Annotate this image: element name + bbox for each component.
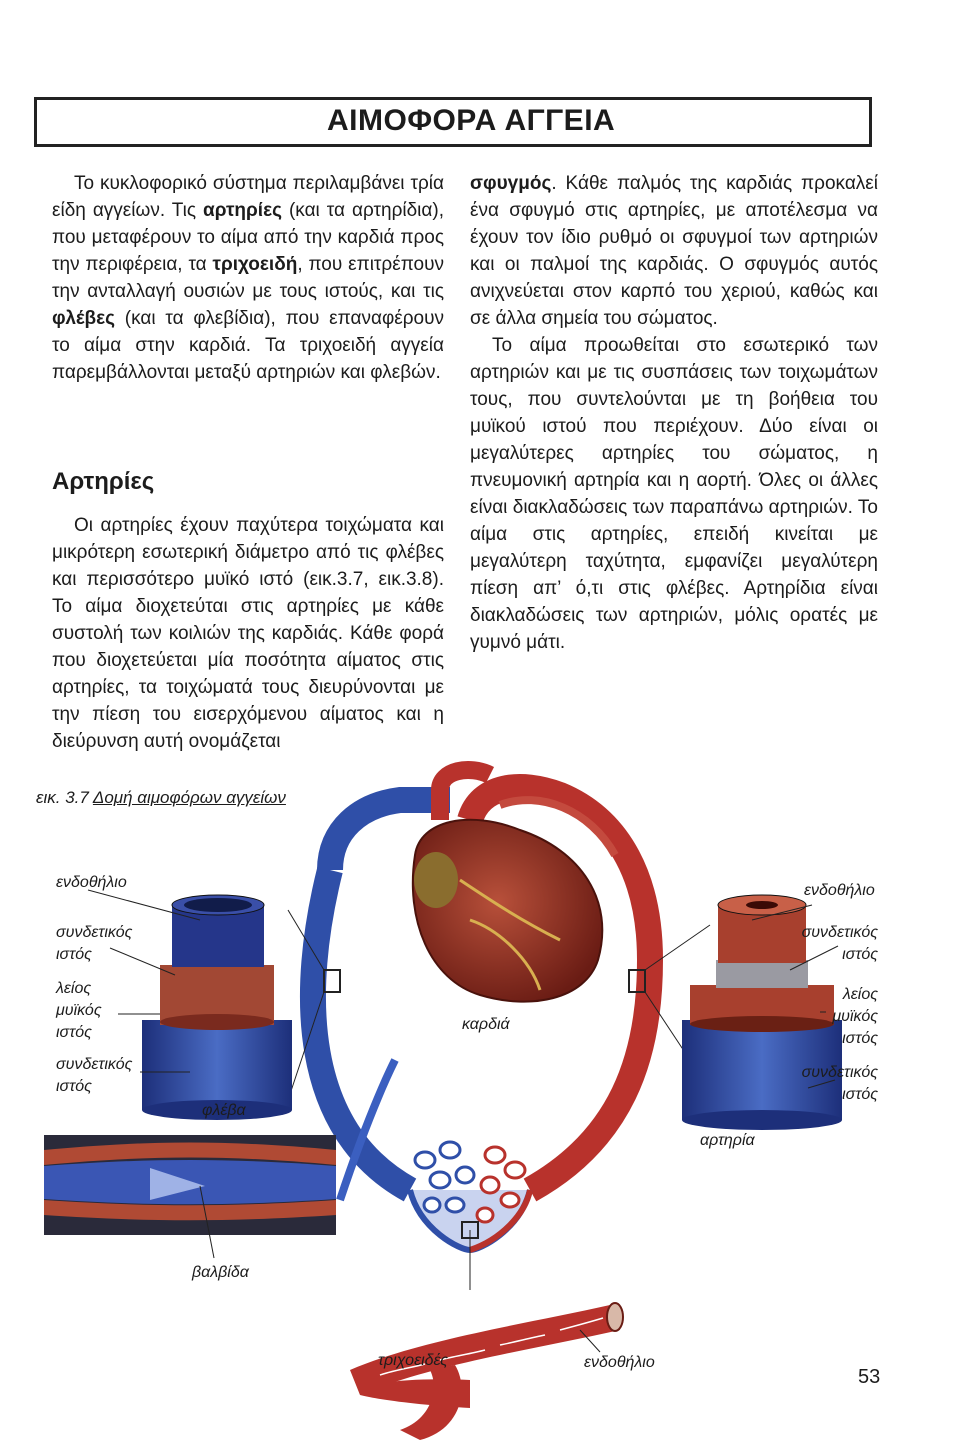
- label-capillary: τριχοειδές: [378, 1352, 448, 1369]
- intro-text-2: (και τα αρτηρίδια), που μεταφέρουν το αίμα από την καρδιά προς την περιφέρεια, τα: [52, 200, 444, 275]
- intro-text-3: , που επιτρέπουν την ανταλλαγή ουσιών με τους ιστούς, και τις: [52, 254, 444, 302]
- label-vein: φλέβα: [202, 1102, 246, 1119]
- arteries-text-1: Οι αρτηρίες έχουν παχύτερα τοιχώματα και μικρότερη εσωτερική διάμετρο από τις φλέβες και περισσότερο μυϊκό ιστό (εικ.3.7, εικ.3.8). Το αίμα διοχετεύται στις αρτηρίες με κάθε συστολή των κοιλιών της καρδιάς. Κάθε φορά που διοχετεύεται μία ποσότητα αίματος στις αρτηρίες, τα τοιχώματά τους διευρύνονται με την πίεση του εισερχόμενου αίματος και η διεύρυνση αυτή ονομάζεται: [52, 515, 444, 752]
- vein-cross-section: [142, 895, 292, 1120]
- label-artery: αρτηρία: [700, 1132, 755, 1149]
- intro-text-4: (και τα φλεβίδια), που επαναφέρουν το αίμα στην καρδιά. Τα τριχοειδή αγγεία παρεμβάλλονται μεταξύ αρτηριών και φλεβών.: [52, 308, 444, 383]
- label-vein-endothelium: ενδοθήλιο: [56, 874, 127, 891]
- page-number: 53: [858, 1366, 881, 1388]
- intro-text-1: Το κυκλοφορικό σύστημα περιλαμβάνει τρία είδη αγγείων. Τις: [52, 173, 444, 221]
- section-heading: Αρτηρίες: [52, 468, 155, 495]
- label-artery-smooth-muscle: λείος μυϊκός ιστός: [832, 986, 878, 1047]
- label-valve: βαλβίδα: [192, 1264, 249, 1281]
- term-pulse: σφυγμός: [470, 173, 552, 194]
- label-vein-connective-2: συνδετικός ιστός: [56, 1056, 133, 1095]
- label-heart: καρδιά: [462, 1016, 510, 1033]
- label-vein-smooth-muscle: λείος μυϊκός ιστός: [56, 980, 102, 1041]
- label-vein-connective-1: συνδετικός ιστός: [56, 924, 133, 963]
- label-artery-connective-1: συνδετικός ιστός: [801, 924, 878, 963]
- arteries-paragraph-2: Το αίμα προωθείται στο εσωτερικό των αρτηριών και με τις συσπάσεις των τοιχωμάτων τους, που συντελούνται με τη βοήθεια του μυϊκού ιστού που περιέχουν. Δύο είναι οι μεγαλύτερες αρτηρίες του σώματος, η πνευμονική αρτηρία και η αορτή. Όλες οι άλλες είναι διακλαδώσεις των παραπάνω αρτηριών. Το αίμα στις αρτηρίες, επειδή κινείται με μεγαλύτερη ταχύτητα, εμφανίζει μεγαλύτερη πίεση απ’ ό,τι στις φλέβες. Αρτηρίδια είναι διακλαδώσεις των αρτηριών, μόλις ορατές με γυμνό μάτι.: [470, 335, 878, 653]
- caption-number: εικ. 3.7: [36, 788, 93, 807]
- arteries-text-2: . Κάθε παλμός της καρδιάς προκαλεί ένα σφυγμό στις αρτηρίες, με αποτέλεσμα να έχουν τον ίδιο ρυθμό οι σφυγμοί των αρτηριών και οι παλμοί της καρδιάς. Ο σφυγμός αυτός ανιχνεύεται στον καρπό του χεριού, καθώς και σε άλλα σημεία του σώματος.: [470, 173, 878, 329]
- vein-longitudinal-section: [44, 1135, 336, 1258]
- label-artery-endothelium: ενδοθήλιο: [804, 882, 875, 899]
- page-title: ΑΙΜΟΦΟΡΑ ΑΓΓΕΙΑ: [327, 104, 616, 137]
- capillary-network: [410, 1142, 530, 1290]
- caption-text: Δομή αιμοφόρων αγγείων: [92, 788, 286, 807]
- label-artery-connective-2: συνδετικός ιστός: [801, 1064, 878, 1103]
- term-arteries: αρτηρίες: [203, 200, 282, 221]
- label-capillary-endothelium: ενδοθήλιο: [584, 1354, 655, 1371]
- term-veins: φλέβες: [52, 308, 115, 329]
- term-capillaries: τριχοειδή: [212, 254, 298, 275]
